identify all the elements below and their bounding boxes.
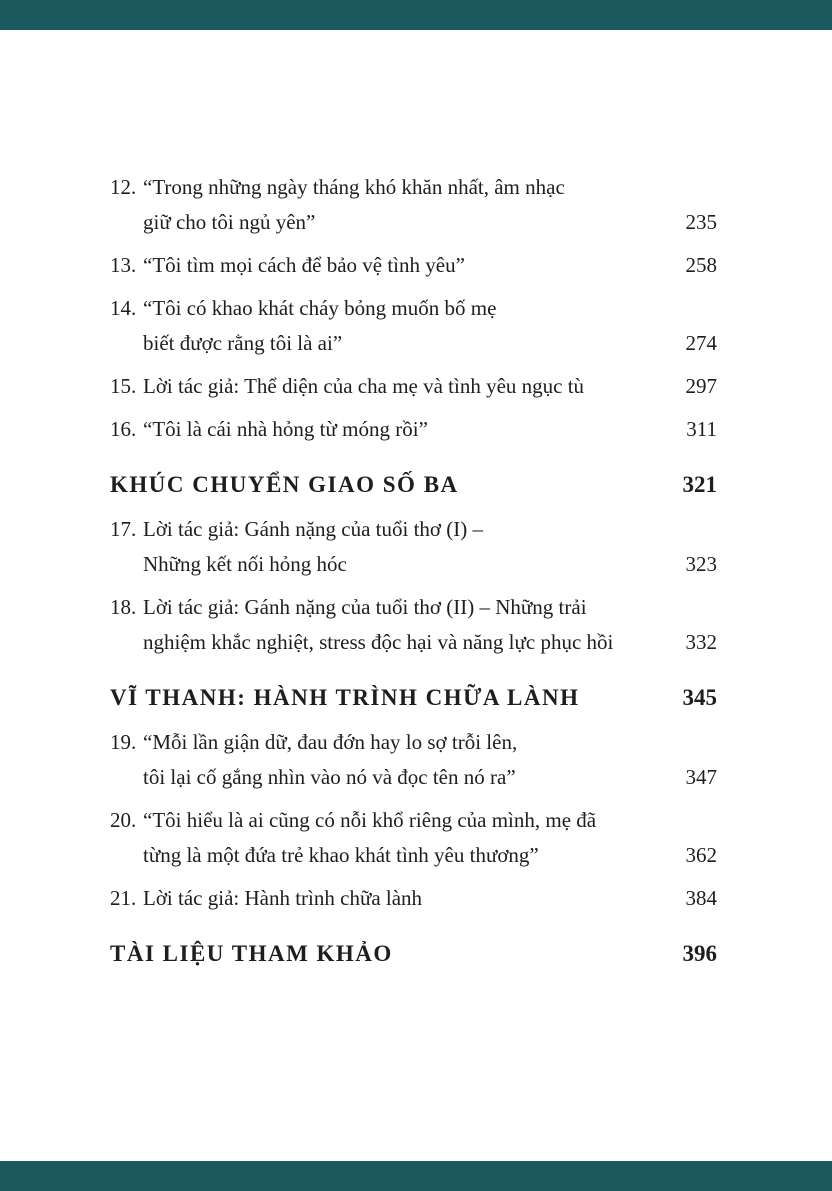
toc-item bbox=[110, 291, 717, 361]
toc-item-title bbox=[143, 369, 673, 404]
toc-item-title-line: Lời tác giả: Hành trình chữa lành bbox=[143, 886, 423, 910]
toc-page-number: 311 bbox=[686, 417, 717, 441]
toc-item bbox=[110, 725, 717, 795]
toc-section-title: TÀI LIỆU THAM KHẢO bbox=[110, 941, 393, 966]
toc-section-heading bbox=[110, 680, 717, 715]
toc-item-title-line: “Tôi tìm mọi cách để bảo vệ tình yêu” bbox=[143, 253, 465, 277]
toc-item-title bbox=[143, 881, 673, 916]
toc-item-title bbox=[143, 248, 673, 283]
toc-item-number: 18. bbox=[110, 595, 137, 619]
toc-item-number: 13. bbox=[110, 253, 137, 277]
toc-item-title bbox=[143, 803, 673, 873]
toc-page-number: 235 bbox=[685, 210, 717, 234]
toc-list bbox=[110, 170, 717, 981]
toc-item-title-line: Lời tác giả: Gánh nặng của tuổi thơ (II) – Những trải bbox=[143, 595, 587, 619]
top-accent-bar bbox=[0, 0, 832, 30]
toc-item-number: 20. bbox=[110, 808, 137, 832]
toc-page-number: 258 bbox=[685, 253, 717, 277]
toc-section-title: KHÚC CHUYỂN GIAO SỐ BA bbox=[110, 472, 459, 497]
toc-item-number: 17. bbox=[110, 517, 137, 541]
toc-page-number: 396 bbox=[682, 941, 717, 966]
toc-page-number: 345 bbox=[682, 685, 717, 710]
toc-page-number: 321 bbox=[682, 472, 717, 497]
toc-section-heading bbox=[110, 467, 717, 502]
toc-item-title-line: Lời tác giả: Thể diện của cha mẹ và tình yêu ngục tù bbox=[143, 374, 585, 398]
toc-page-number: 297 bbox=[685, 374, 717, 398]
toc-page-number: 362 bbox=[685, 843, 717, 867]
toc-page-number: 332 bbox=[685, 630, 717, 654]
toc-item bbox=[110, 590, 717, 660]
toc-page-number: 384 bbox=[685, 886, 717, 910]
toc-item-title-line: “Mỗi lần giận dữ, đau đớn hay lo sợ trỗi lên, bbox=[143, 730, 518, 754]
toc-item bbox=[110, 881, 717, 916]
toc-item-title bbox=[143, 512, 673, 582]
toc-item-title-line: “Trong những ngày tháng khó khăn nhất, âm nhạc bbox=[143, 175, 565, 199]
toc-item-number: 15. bbox=[110, 374, 137, 398]
toc-item-title-line: từng là một đứa trẻ khao khát tình yêu thương” bbox=[143, 843, 539, 867]
toc-item-title bbox=[143, 725, 673, 795]
toc-item-number: 19. bbox=[110, 730, 137, 754]
toc-item-title-line: “Tôi là cái nhà hỏng từ móng rồi” bbox=[143, 417, 428, 441]
toc-item bbox=[110, 170, 717, 240]
toc-page-number: 347 bbox=[685, 765, 717, 789]
toc-item-title bbox=[143, 170, 673, 240]
toc-item-title bbox=[143, 291, 673, 361]
toc-item-title-line: Những kết nối hỏng hóc bbox=[143, 552, 347, 576]
toc-item-title-line: “Tôi hiểu là ai cũng có nỗi khổ riêng của mình, mẹ đã bbox=[143, 808, 597, 832]
toc-item bbox=[110, 512, 717, 582]
toc-section-heading bbox=[110, 936, 717, 971]
toc-item bbox=[110, 248, 717, 283]
toc-item-number: 14. bbox=[110, 296, 137, 320]
toc-item-title-line: nghiệm khắc nghiệt, stress độc hại và năng lực phục hồi bbox=[143, 630, 614, 654]
toc-item-number: 21. bbox=[110, 886, 137, 910]
toc-item-number: 12. bbox=[110, 175, 137, 199]
toc-page-number: 274 bbox=[685, 331, 717, 355]
toc-page-number: 323 bbox=[685, 552, 717, 576]
toc-section-title: VĨ THANH: HÀNH TRÌNH CHỮA LÀNH bbox=[110, 685, 580, 710]
toc-item-title bbox=[143, 590, 673, 660]
toc-item-title-line: biết được rằng tôi là ai” bbox=[143, 331, 343, 355]
toc-item-title-line: giữ cho tôi ngủ yên” bbox=[143, 210, 316, 234]
toc-item bbox=[110, 412, 717, 447]
bottom-accent-bar bbox=[0, 1161, 832, 1191]
toc-item-number: 16. bbox=[110, 417, 137, 441]
toc-item-title-line: Lời tác giả: Gánh nặng của tuổi thơ (I) – bbox=[143, 517, 484, 541]
toc-item-title-line: “Tôi có khao khát cháy bỏng muốn bố mẹ bbox=[143, 296, 497, 320]
toc-item bbox=[110, 369, 717, 404]
toc-item-title-line: tôi lại cố gắng nhìn vào nó và đọc tên nó ra” bbox=[143, 765, 516, 789]
toc-item-title bbox=[143, 412, 673, 447]
toc-item bbox=[110, 803, 717, 873]
